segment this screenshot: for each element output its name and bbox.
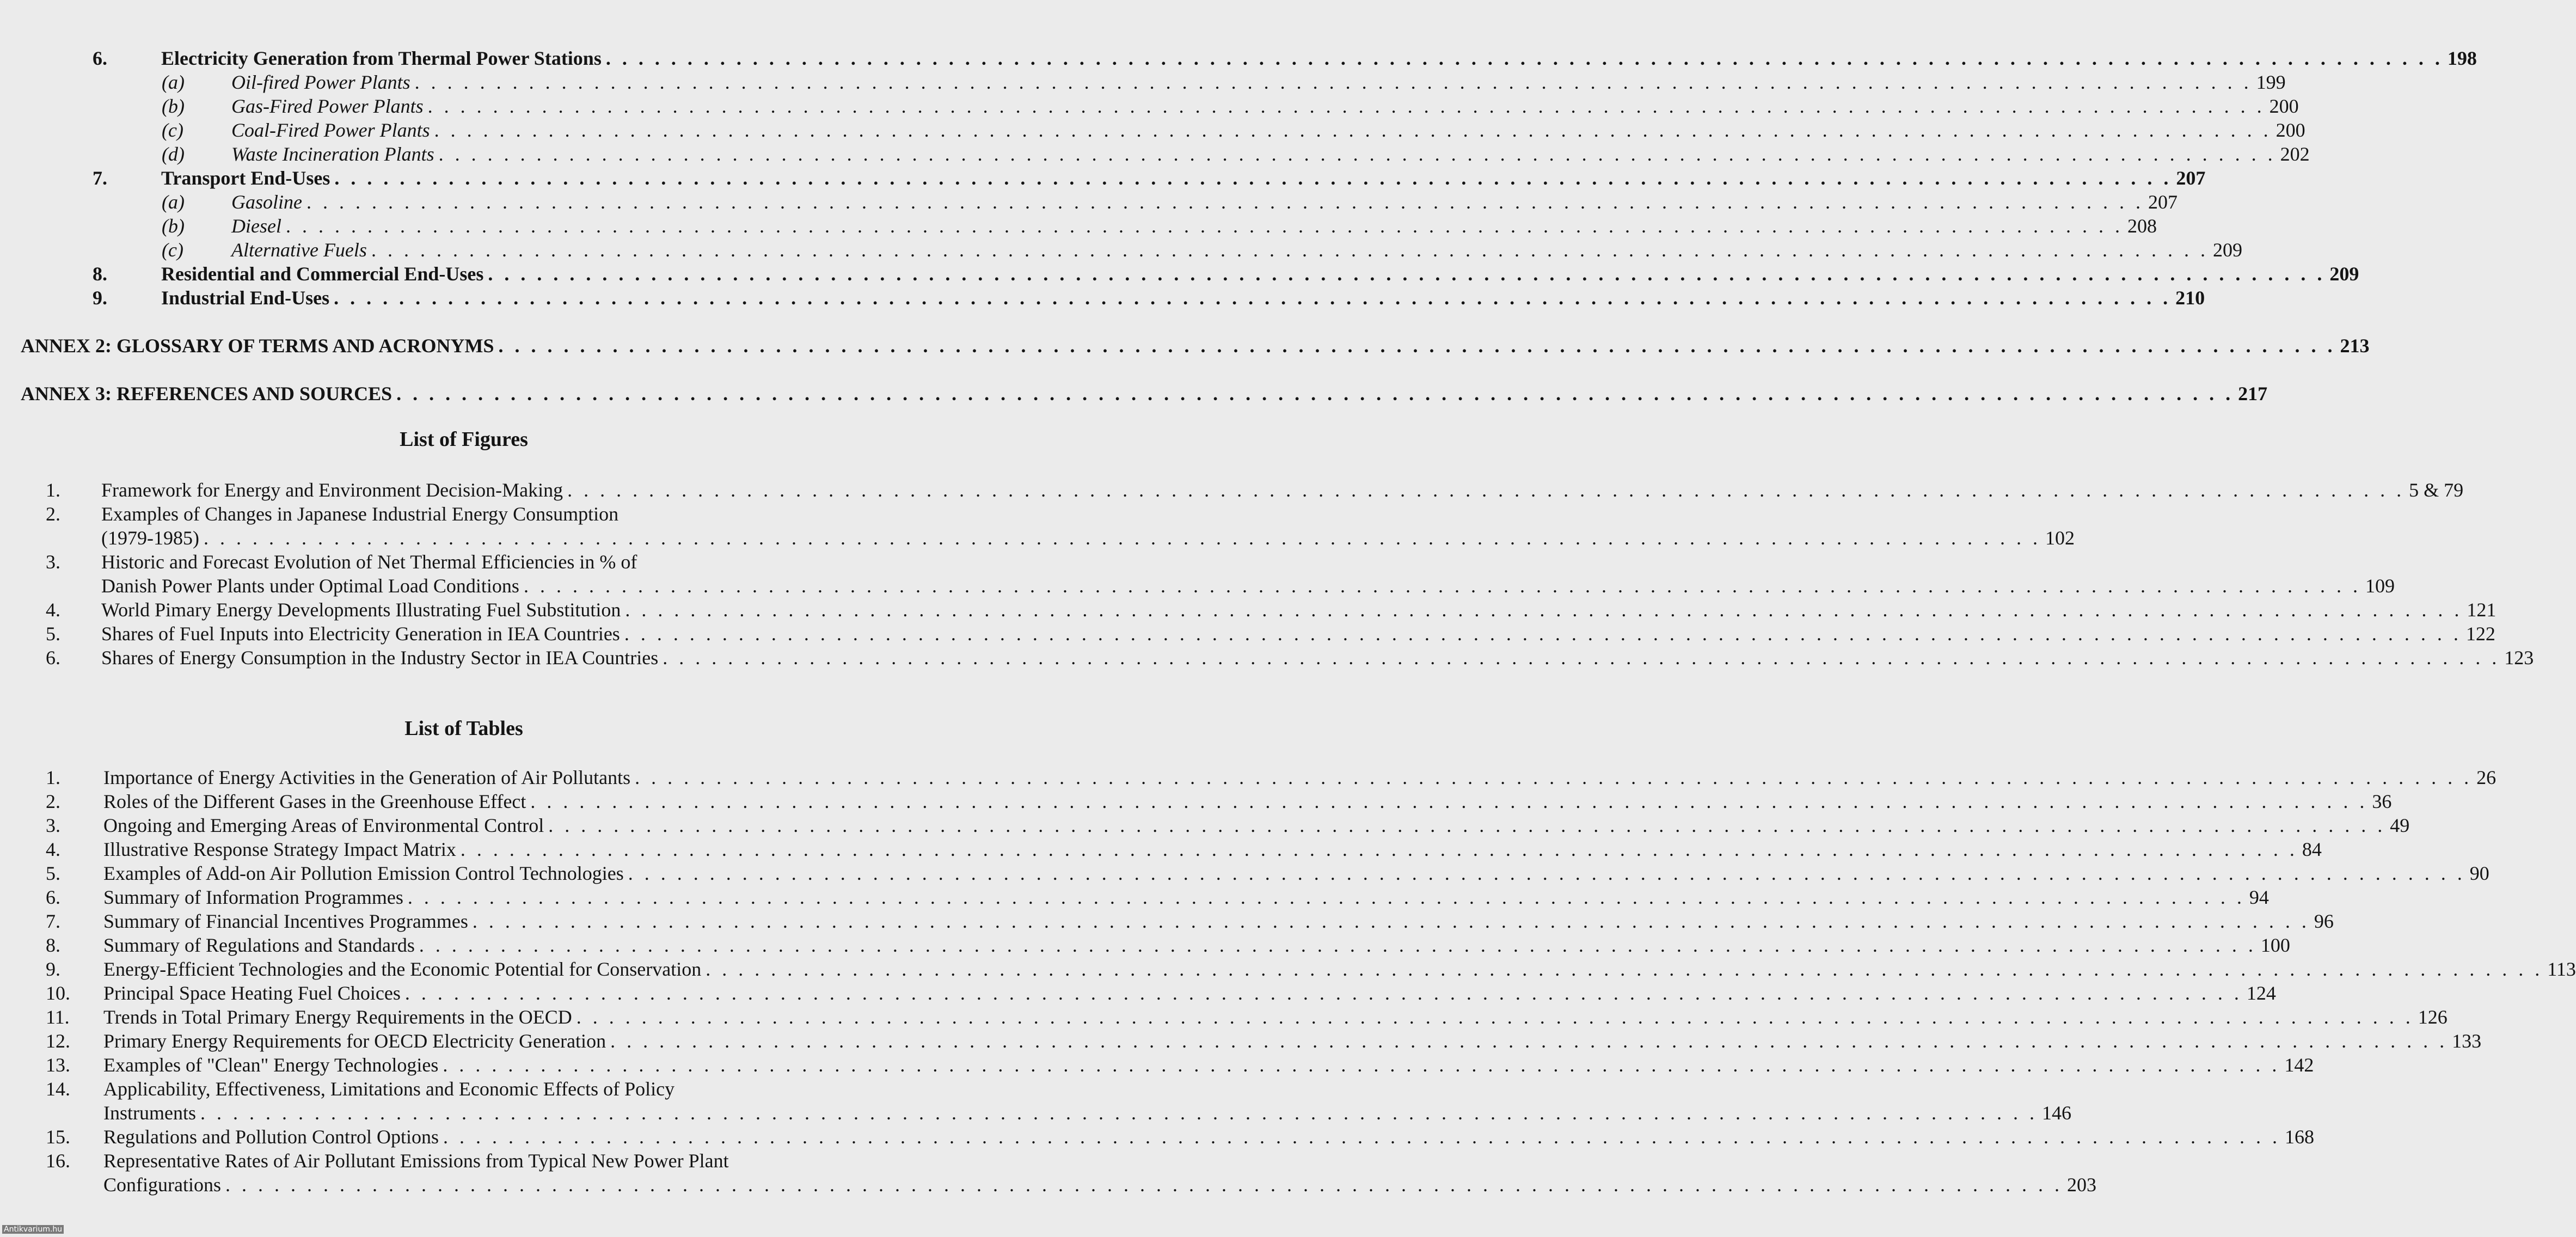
- table-entry: [46, 957, 2576, 981]
- leader-dots: [461, 837, 2298, 861]
- entry-page: 200: [2269, 95, 2299, 117]
- entry-page: 49: [2390, 815, 2410, 836]
- entry-letter: (c): [162, 239, 183, 261]
- entry-letter: (d): [162, 143, 185, 165]
- entry-title: Principal Space Heating Fuel Choices: [103, 982, 401, 1004]
- entry-page: 109: [2365, 575, 2395, 597]
- leader-dots: [524, 574, 2361, 598]
- entry-letter: (a): [162, 71, 185, 93]
- leader-dots: [663, 646, 2500, 670]
- leader-dots: [200, 1101, 2038, 1125]
- leader-dots: [498, 334, 2335, 358]
- leader-dots: [628, 861, 2465, 885]
- table-entry: [46, 1029, 2482, 1053]
- entry-page: 126: [2418, 1006, 2448, 1028]
- entry-title: Shares of Fuel Inputs into Electricity Generation in IEA Countries: [101, 623, 620, 645]
- leader-dots: [396, 382, 2234, 406]
- figure-entry: [46, 550, 891, 574]
- entry-page: 124: [2246, 982, 2276, 1004]
- toc-entry-7: [93, 166, 2206, 190]
- figure-entry: [46, 502, 891, 526]
- entry-letter: (b): [162, 215, 185, 237]
- table-entry: [46, 1005, 2448, 1029]
- leader-dots: [610, 1029, 2448, 1053]
- entry-page: 113: [2547, 958, 2576, 980]
- entry-title: Diesel: [231, 215, 281, 237]
- entry-title: Illustrative Response Strategy Impact Matrix: [103, 838, 456, 860]
- entry-number: 7.: [93, 167, 107, 189]
- entry-title-continued: Configurations: [103, 1174, 221, 1196]
- entry-title: Summary of Financial Incentives Programmes: [103, 910, 468, 932]
- entry-title-continued: Instruments: [103, 1102, 196, 1124]
- entry-letter: (a): [162, 191, 185, 213]
- entry-number: 5.: [46, 623, 60, 645]
- leader-dots: [405, 981, 2242, 1005]
- entry-title: Trends in Total Primary Energy Requirements in the OECD: [103, 1006, 572, 1028]
- entry-number: 10.: [46, 982, 70, 1004]
- entry-number: 3.: [46, 815, 60, 836]
- leader-dots: [488, 262, 2325, 286]
- entry-page: 207: [2176, 167, 2206, 189]
- table-entry: [46, 789, 2392, 813]
- leader-dots: [473, 909, 2310, 933]
- entry-page: 142: [2284, 1054, 2314, 1076]
- table-entry: [46, 813, 2410, 837]
- table-entry: [46, 885, 2269, 909]
- entry-title: Shares of Energy Consumption in the Industry Sector in IEA Countries: [101, 647, 659, 669]
- entry-number: 7.: [46, 910, 60, 932]
- table-entry: [46, 1053, 2314, 1077]
- entry-letter: (c): [162, 119, 183, 141]
- entry-page: 133: [2452, 1030, 2482, 1052]
- entry-number: 8.: [46, 934, 60, 956]
- entry-number: 4.: [46, 599, 60, 621]
- entry-page: 26: [2476, 767, 2497, 788]
- entry-number: 8.: [93, 263, 107, 285]
- list-of-figures-heading: List of Figures: [400, 428, 528, 451]
- entry-number: 1.: [46, 479, 60, 501]
- leader-dots: [334, 286, 2171, 310]
- annex-2-entry: [21, 334, 2370, 358]
- toc-entry-7c: [162, 238, 2242, 262]
- table-entry: [46, 766, 2497, 789]
- entry-title-continued: (1979-1985): [101, 527, 199, 549]
- figure-entry-continued: [101, 526, 2075, 550]
- entry-title: Examples of "Clean" Energy Technologies: [103, 1054, 439, 1076]
- entry-title: World Pimary Energy Developments Illustrating Fuel Substitution: [101, 599, 621, 621]
- leader-dots: [439, 142, 2276, 166]
- entry-page: 209: [2329, 263, 2359, 285]
- entry-title: Representative Rates of Air Pollutant Emissions from Typical New Power Plant: [103, 1150, 729, 1172]
- entry-letter: (b): [162, 95, 185, 117]
- entry-page: 146: [2041, 1102, 2071, 1124]
- entry-page: 96: [2314, 910, 2334, 932]
- annex-3-entry: [21, 382, 2268, 406]
- entry-number: 16.: [46, 1150, 70, 1172]
- entry-title: Examples of Changes in Japanese Industrial Energy Consumption: [101, 503, 619, 525]
- entry-number: 2.: [46, 791, 60, 812]
- entry-title: Applicability, Effectiveness, Limitations and Economic Effects of Policy: [103, 1078, 675, 1100]
- entry-number: 14.: [46, 1078, 70, 1100]
- entry-title: Roles of the Different Gases in the Greenhouse Effect: [103, 791, 526, 812]
- toc-entry-6a: [162, 70, 2286, 94]
- entry-number: 2.: [46, 503, 60, 525]
- table-entry: [46, 909, 2334, 933]
- leader-dots: [371, 238, 2209, 262]
- entry-number: 6.: [46, 647, 60, 669]
- figure-entry: [46, 622, 2495, 646]
- entry-page: 208: [2127, 215, 2157, 237]
- leader-dots: [576, 1005, 2414, 1029]
- annex-title: ANNEX 3: REFERENCES AND SOURCES: [21, 383, 392, 405]
- table-entry: [46, 837, 2322, 861]
- leader-dots: [443, 1125, 2280, 1149]
- entry-page: 200: [2276, 119, 2305, 141]
- toc-entry-8: [93, 262, 2359, 286]
- entry-page: 198: [2447, 47, 2477, 69]
- annex-page: 217: [2238, 383, 2268, 405]
- leader-dots: [434, 118, 2272, 142]
- entry-number: 1.: [46, 767, 60, 788]
- entry-number: 15.: [46, 1126, 70, 1148]
- toc-entry-6c: [162, 118, 2305, 142]
- entry-title: Primary Energy Requirements for OECD Electricity Generation: [103, 1030, 606, 1052]
- leader-dots: [706, 957, 2543, 981]
- entry-title: Alternative Fuels: [231, 239, 367, 261]
- entry-title: Examples of Add-on Air Pollution Emission Control Technologies: [103, 862, 624, 884]
- entry-page: 90: [2469, 862, 2489, 884]
- entry-page: 84: [2302, 838, 2322, 860]
- leader-dots: [415, 70, 2252, 94]
- leader-dots: [606, 46, 2443, 70]
- leader-dots: [530, 789, 2368, 813]
- entry-title: Summary of Information Programmes: [103, 886, 403, 908]
- entry-title: Gasoline: [231, 191, 302, 213]
- figure-entry: [46, 478, 2464, 502]
- leader-dots: [286, 214, 2123, 238]
- entry-title: Waste Incineration Plants: [231, 143, 434, 165]
- entry-title: Gas-Fired Power Plants: [231, 95, 424, 117]
- entry-number: 9.: [93, 287, 107, 309]
- table-entry: [46, 981, 2276, 1005]
- entry-number: 4.: [46, 838, 60, 860]
- toc-entry-6d: [162, 142, 2310, 166]
- entry-number: 12.: [46, 1030, 70, 1052]
- leader-dots: [635, 766, 2472, 789]
- entry-title: Industrial End-Uses: [161, 287, 330, 309]
- leader-dots: [204, 526, 2041, 550]
- table-entry: [46, 933, 2290, 957]
- entry-number: 5.: [46, 862, 60, 884]
- entry-title: Residential and Commercial End-Uses: [161, 263, 484, 285]
- entry-number: 3.: [46, 551, 60, 573]
- figure-entry: [46, 646, 2534, 670]
- toc-entry-7a: [162, 190, 2178, 214]
- list-of-tables-heading: List of Tables: [404, 717, 523, 740]
- leader-dots: [334, 166, 2172, 190]
- entry-title-continued: Danish Power Plants under Optimal Load Conditions: [101, 575, 519, 597]
- entry-number: 11.: [46, 1006, 70, 1028]
- entry-title: Ongoing and Emerging Areas of Environmental Control: [103, 815, 544, 836]
- toc-entry-6: [93, 46, 2477, 70]
- annex-title: ANNEX 2: GLOSSARY OF TERMS AND ACRONYMS: [21, 335, 494, 357]
- entry-number: 9.: [46, 958, 60, 980]
- leader-dots: [428, 94, 2265, 118]
- toc-entry-7b: [162, 214, 2157, 238]
- entry-page: 199: [2256, 71, 2286, 93]
- table-entry: [46, 1077, 891, 1101]
- entry-page: 5 & 79: [2409, 479, 2464, 501]
- entry-page: 121: [2467, 599, 2497, 621]
- leader-dots: [225, 1173, 2063, 1197]
- entry-page: 94: [2249, 886, 2269, 908]
- leader-dots: [624, 622, 2462, 646]
- entry-title: Coal-Fired Power Plants: [231, 119, 430, 141]
- entry-page: 122: [2465, 623, 2495, 645]
- entry-number: 13.: [46, 1054, 70, 1076]
- toc-entry-6b: [162, 94, 2299, 118]
- entry-title: Transport End-Uses: [161, 167, 330, 189]
- entry-page: 209: [2212, 239, 2242, 261]
- watermark-badge: Antikvarium.hu: [2, 1225, 64, 1234]
- entry-page: 100: [2260, 934, 2290, 956]
- leader-dots: [567, 478, 2405, 502]
- table-entry-continued: [103, 1173, 2096, 1197]
- entry-number: 6.: [46, 886, 60, 908]
- entry-page: 168: [2285, 1126, 2315, 1148]
- table-entry-continued: [103, 1101, 2071, 1125]
- entry-number: 6.: [93, 47, 107, 69]
- table-entry: [46, 1125, 2315, 1149]
- entry-page: 210: [2175, 287, 2205, 309]
- entry-title: Framework for Energy and Environment Decision-Making: [101, 479, 563, 501]
- figure-entry: [46, 598, 2497, 622]
- entry-title: Energy-Efficient Technologies and the Economic Potential for Conservation: [103, 958, 702, 980]
- table-entry: [46, 1149, 891, 1173]
- leader-dots: [443, 1053, 2280, 1077]
- figure-entry-continued: [101, 574, 2395, 598]
- annex-page: 213: [2340, 335, 2370, 357]
- entry-title: Importance of Energy Activities in the Generation of Air Pollutants: [103, 767, 631, 788]
- entry-title: Regulations and Pollution Control Options: [103, 1126, 439, 1148]
- entry-page: 102: [2045, 527, 2075, 549]
- entry-title: Summary of Regulations and Standards: [103, 934, 415, 956]
- entry-page: 207: [2148, 191, 2178, 213]
- leader-dots: [548, 813, 2385, 837]
- entry-title: Oil-fired Power Plants: [231, 71, 410, 93]
- entry-title: Historic and Forecast Evolution of Net Thermal Efficiencies in % of: [101, 551, 637, 573]
- leader-dots: [306, 190, 2144, 214]
- entry-page: 36: [2372, 791, 2392, 812]
- toc-entry-9: [93, 286, 2205, 310]
- entry-page: 203: [2066, 1174, 2096, 1196]
- leader-dots: [408, 885, 2245, 909]
- entry-page: 202: [2280, 143, 2310, 165]
- leader-dots: [419, 933, 2256, 957]
- table-entry: [46, 861, 2489, 885]
- entry-page: 123: [2504, 647, 2534, 669]
- entry-title: Electricity Generation from Thermal Power Stations: [161, 47, 602, 69]
- leader-dots: [625, 598, 2462, 622]
